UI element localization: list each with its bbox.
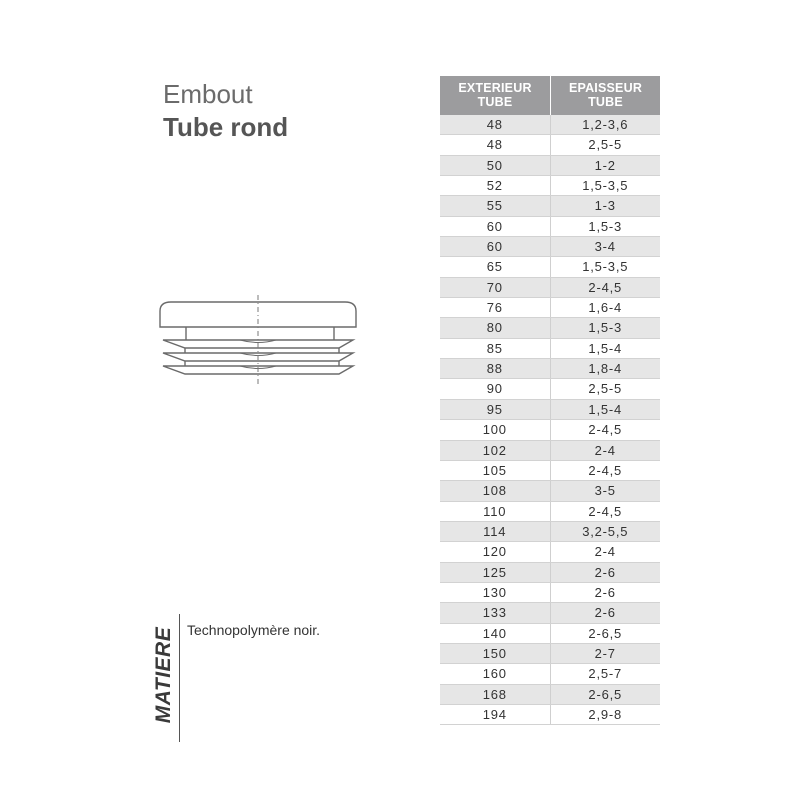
cell-exterieur: 130 bbox=[482, 584, 507, 600]
header-epaisseur bbox=[550, 76, 660, 115]
dimensions-table bbox=[440, 76, 660, 725]
cell-exterieur: 60 bbox=[486, 239, 503, 255]
cell-epaisseur: 2-4,5 bbox=[550, 461, 661, 480]
cell-exterieur: 100 bbox=[482, 422, 507, 438]
cell-exterieur: 108 bbox=[482, 483, 507, 499]
table-row bbox=[440, 441, 660, 461]
cell-epaisseur: 1-3 bbox=[550, 196, 661, 215]
cell-epaisseur: 2-4 bbox=[550, 542, 661, 561]
end-cap-drawing bbox=[155, 295, 365, 385]
cell-exterieur: 102 bbox=[482, 442, 507, 458]
cell-exterieur: 85 bbox=[486, 340, 503, 356]
cell-epaisseur: 1,5-4 bbox=[550, 339, 661, 358]
table-row bbox=[440, 583, 660, 603]
material-text: Technopolymère noir. bbox=[187, 622, 321, 638]
table-row bbox=[440, 705, 660, 725]
table-row bbox=[440, 522, 660, 542]
material-divider bbox=[179, 614, 180, 742]
material-section bbox=[150, 610, 390, 742]
cell-epaisseur: 2-6 bbox=[550, 583, 661, 602]
cell-epaisseur: 1,8-4 bbox=[550, 359, 661, 378]
cell-exterieur: 160 bbox=[482, 666, 507, 682]
header-epaisseur-line2: TUBE bbox=[588, 95, 623, 109]
cell-epaisseur: 2,5-7 bbox=[550, 664, 661, 683]
cell-exterieur: 95 bbox=[486, 401, 503, 417]
material-label-box bbox=[150, 610, 178, 740]
table-row bbox=[440, 420, 660, 440]
cell-epaisseur: 2-4,5 bbox=[550, 502, 661, 521]
cell-exterieur: 70 bbox=[486, 279, 503, 295]
cell-exterieur: 50 bbox=[486, 157, 503, 173]
table-row bbox=[440, 542, 660, 562]
cell-exterieur: 80 bbox=[486, 320, 503, 336]
cell-epaisseur: 2-6,5 bbox=[550, 624, 661, 643]
header-epaisseur-line1: EPAISSEUR bbox=[568, 81, 643, 95]
cell-exterieur: 150 bbox=[482, 645, 507, 661]
product-title-line1: Embout bbox=[163, 79, 253, 109]
cell-epaisseur: 1,5-3 bbox=[550, 318, 661, 337]
cell-exterieur: 114 bbox=[483, 523, 507, 539]
table-row bbox=[440, 624, 660, 644]
table-row bbox=[440, 237, 660, 257]
table-row bbox=[440, 135, 660, 155]
cell-epaisseur: 1-2 bbox=[550, 156, 661, 175]
cell-exterieur: 120 bbox=[482, 544, 507, 560]
cell-exterieur: 110 bbox=[483, 503, 507, 519]
cell-epaisseur: 1,5-3 bbox=[550, 217, 661, 236]
cell-epaisseur: 2-6,5 bbox=[550, 685, 661, 704]
header-exterieur bbox=[440, 76, 550, 115]
cell-exterieur: 133 bbox=[482, 605, 507, 621]
cell-epaisseur: 2,9-8 bbox=[550, 705, 661, 724]
table-row bbox=[440, 359, 660, 379]
material-label: MATIERE bbox=[152, 626, 176, 724]
cell-epaisseur: 1,5-3,5 bbox=[550, 176, 661, 195]
cell-epaisseur: 2-6 bbox=[550, 603, 661, 622]
table-row bbox=[440, 339, 660, 359]
table-row bbox=[440, 502, 660, 522]
cell-epaisseur: 3,2-5,5 bbox=[550, 522, 661, 541]
table-row bbox=[440, 481, 660, 501]
cell-exterieur: 140 bbox=[482, 625, 507, 641]
cell-exterieur: 48 bbox=[486, 117, 503, 132]
cell-exterieur: 105 bbox=[482, 462, 507, 478]
cell-exterieur: 65 bbox=[486, 259, 503, 275]
table-row bbox=[440, 298, 660, 318]
cell-epaisseur: 1,5-4 bbox=[550, 400, 661, 419]
header-exterieur-line1: EXTERIEUR bbox=[458, 81, 532, 95]
cell-exterieur: 90 bbox=[486, 381, 503, 397]
cell-exterieur: 52 bbox=[486, 178, 503, 194]
cell-epaisseur: 2-4,5 bbox=[550, 420, 661, 439]
table-row bbox=[440, 644, 660, 664]
table-row bbox=[440, 156, 660, 176]
cell-exterieur: 76 bbox=[486, 300, 503, 316]
cell-exterieur: 194 bbox=[482, 706, 507, 722]
cell-epaisseur: 2,5-5 bbox=[550, 135, 661, 154]
cell-epaisseur: 2-4,5 bbox=[550, 278, 661, 297]
cell-exterieur: 168 bbox=[482, 686, 507, 702]
cell-epaisseur: 1,5-3,5 bbox=[550, 257, 661, 276]
cell-exterieur: 125 bbox=[482, 564, 507, 580]
cell-epaisseur: 2-6 bbox=[550, 563, 661, 582]
cell-exterieur: 55 bbox=[486, 198, 503, 214]
cell-epaisseur: 2-4 bbox=[550, 441, 661, 460]
table-row bbox=[440, 664, 660, 684]
cell-epaisseur: 1,2-3,6 bbox=[550, 115, 661, 134]
cell-epaisseur: 3-4 bbox=[550, 237, 661, 256]
header-exterieur-line2: TUBE bbox=[477, 95, 513, 109]
table-row bbox=[440, 278, 660, 298]
table-row bbox=[440, 196, 660, 216]
cell-epaisseur: 2,5-5 bbox=[550, 379, 661, 398]
table-row bbox=[440, 603, 660, 623]
cell-exterieur: 60 bbox=[486, 218, 503, 234]
cell-exterieur: 48 bbox=[486, 137, 503, 153]
table-row bbox=[440, 461, 660, 481]
table-body bbox=[440, 115, 660, 725]
cell-exterieur: 88 bbox=[486, 361, 503, 377]
cell-epaisseur: 1,6-4 bbox=[550, 298, 661, 317]
table-row bbox=[440, 217, 660, 237]
cell-epaisseur: 3-5 bbox=[550, 481, 661, 500]
cell-epaisseur: 2-7 bbox=[550, 644, 661, 663]
table-row bbox=[440, 379, 660, 399]
table-row bbox=[440, 400, 660, 420]
table-row bbox=[440, 563, 660, 583]
table-row bbox=[440, 176, 660, 196]
table-row bbox=[440, 318, 660, 338]
table-row bbox=[440, 115, 660, 135]
product-title bbox=[163, 78, 288, 144]
product-title-line2: Tube rond bbox=[163, 112, 289, 142]
table-header bbox=[440, 76, 660, 115]
table-row bbox=[440, 685, 660, 705]
table-row bbox=[440, 257, 660, 277]
